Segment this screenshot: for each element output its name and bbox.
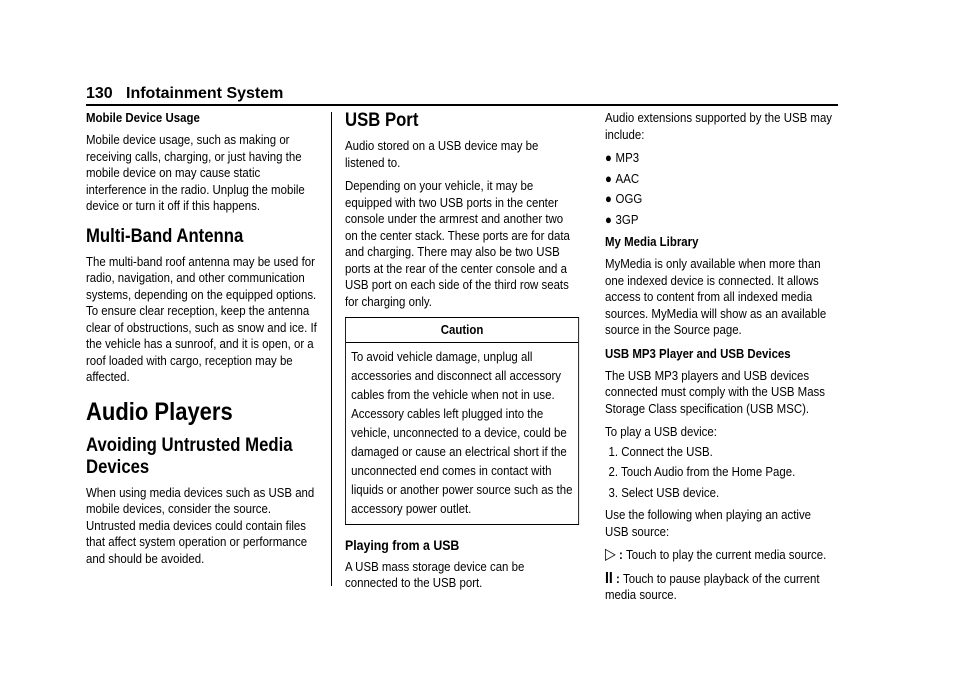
caution-title: Caution bbox=[346, 318, 578, 343]
usb-port-text-2: Depending on your vehicle, it may be equipped with two USB ports in the center console under the armrest and another two on the center stack. These ports are for data and charging. There may also be two USB ports at the rear of the center console and a USB port on each side of the third row seats for charging only. bbox=[345, 178, 570, 309]
column-divider bbox=[331, 112, 332, 586]
mymedia-text: MyMedia is only available when more than one indexed device is connected. It allows access to content from all indexed media sources. MyMedia will show as an available source in the Source page. bbox=[605, 256, 827, 337]
bullet-icon: ● bbox=[605, 211, 612, 227]
mymedia-heading: My Media Library bbox=[605, 234, 699, 249]
to-play-text: To play a USB device: bbox=[605, 424, 717, 439]
audio-players-heading: Audio Players bbox=[86, 397, 233, 426]
play-text: Touch to play the current media source. bbox=[626, 547, 827, 562]
extensions-list bbox=[605, 150, 837, 228]
playing-usb-heading: Playing from a USB bbox=[345, 536, 460, 553]
caution-box bbox=[345, 317, 579, 525]
pause-icon: II bbox=[605, 569, 613, 587]
antenna-text: The multi-band roof antenna may be used for radio, navigation, and other communication systems, depending on the equipped options. To ensure clear reception, keep the antenna clear of obstructions, such as snow and ice. If the vehicle has a sunroof, and it is open, or a roof loaded with cargo, reception may be affected. bbox=[86, 253, 317, 384]
list-item: 2. Touch Audio from the Home Page. bbox=[608, 464, 796, 479]
list-item: 3. Select USB device. bbox=[608, 484, 720, 500]
caution-text: To avoid vehicle damage, unplug all accessories and disconnect all accessory cables from the vehicle when not in use. Accessory cables left plugged into the vehicle, unconnected to a device, could be damaged or cause an electrical short if the unconnected end comes in contact with liquids or another power source such as the accessory power outlet. bbox=[351, 348, 573, 516]
mobile-device-text: Mobile device usage, such as making or receiving calls, charging, or just having the mobile device on may cause static interference in the radio. Unplug the mobile device or turn it off if this happens. bbox=[86, 132, 305, 213]
column-right bbox=[605, 110, 837, 611]
page-number: 130 bbox=[86, 85, 113, 102]
playing-usb-text: A USB mass storage device can be connected to the USB port. bbox=[345, 558, 525, 590]
play-row: ▷ : Touch to play the current media source. bbox=[605, 546, 827, 563]
bullet-icon: ● bbox=[605, 170, 612, 186]
extensions-text: Audio extensions supported by the USB may include: bbox=[605, 110, 833, 142]
column-left bbox=[86, 110, 319, 574]
bullet-icon: ● bbox=[605, 150, 612, 165]
page-header bbox=[86, 84, 838, 104]
list-item: ● OGG bbox=[605, 191, 643, 206]
active-source-text: Use the following when playing an active USB source: bbox=[605, 507, 812, 539]
section-title: Infotainment System bbox=[126, 85, 284, 102]
usb-mp3-text: The USB MP3 players and USB devices connected must comply with the USB Mass Storage Class specification (USB MSC). bbox=[605, 367, 825, 416]
usb-port-text-1: Audio stored on a USB device may be listened to. bbox=[345, 138, 539, 170]
play-icon: ▷ bbox=[605, 546, 616, 563]
pause-row: II : Touch to pause playback of the current media source. bbox=[605, 569, 820, 602]
pause-text: Touch to pause playback of the current media source. bbox=[605, 570, 820, 602]
usb-port-heading: USB Port bbox=[345, 110, 419, 131]
list-item: ● 3GP bbox=[605, 211, 639, 227]
list-item: ● MP3 bbox=[605, 150, 640, 165]
untrusted-media-text: When using media devices such as USB and mobile devices, consider the source. Untrusted media devices could contain files that affect system operation or performance and should be avoided. bbox=[86, 484, 315, 566]
header-rule bbox=[86, 104, 838, 106]
untrusted-media-heading: Avoiding Untrusted Media Devices bbox=[86, 434, 293, 478]
list-item: ● AAC bbox=[605, 170, 640, 186]
bullet-icon: ● bbox=[605, 191, 612, 206]
mobile-device-heading: Mobile Device Usage bbox=[86, 110, 200, 125]
usb-mp3-heading: USB MP3 Player and USB Devices bbox=[605, 345, 791, 361]
list-item: 1. Connect the USB. bbox=[608, 443, 713, 459]
column-middle bbox=[345, 110, 578, 599]
antenna-heading: Multi-Band Antenna bbox=[86, 225, 244, 247]
steps-list bbox=[605, 444, 837, 502]
